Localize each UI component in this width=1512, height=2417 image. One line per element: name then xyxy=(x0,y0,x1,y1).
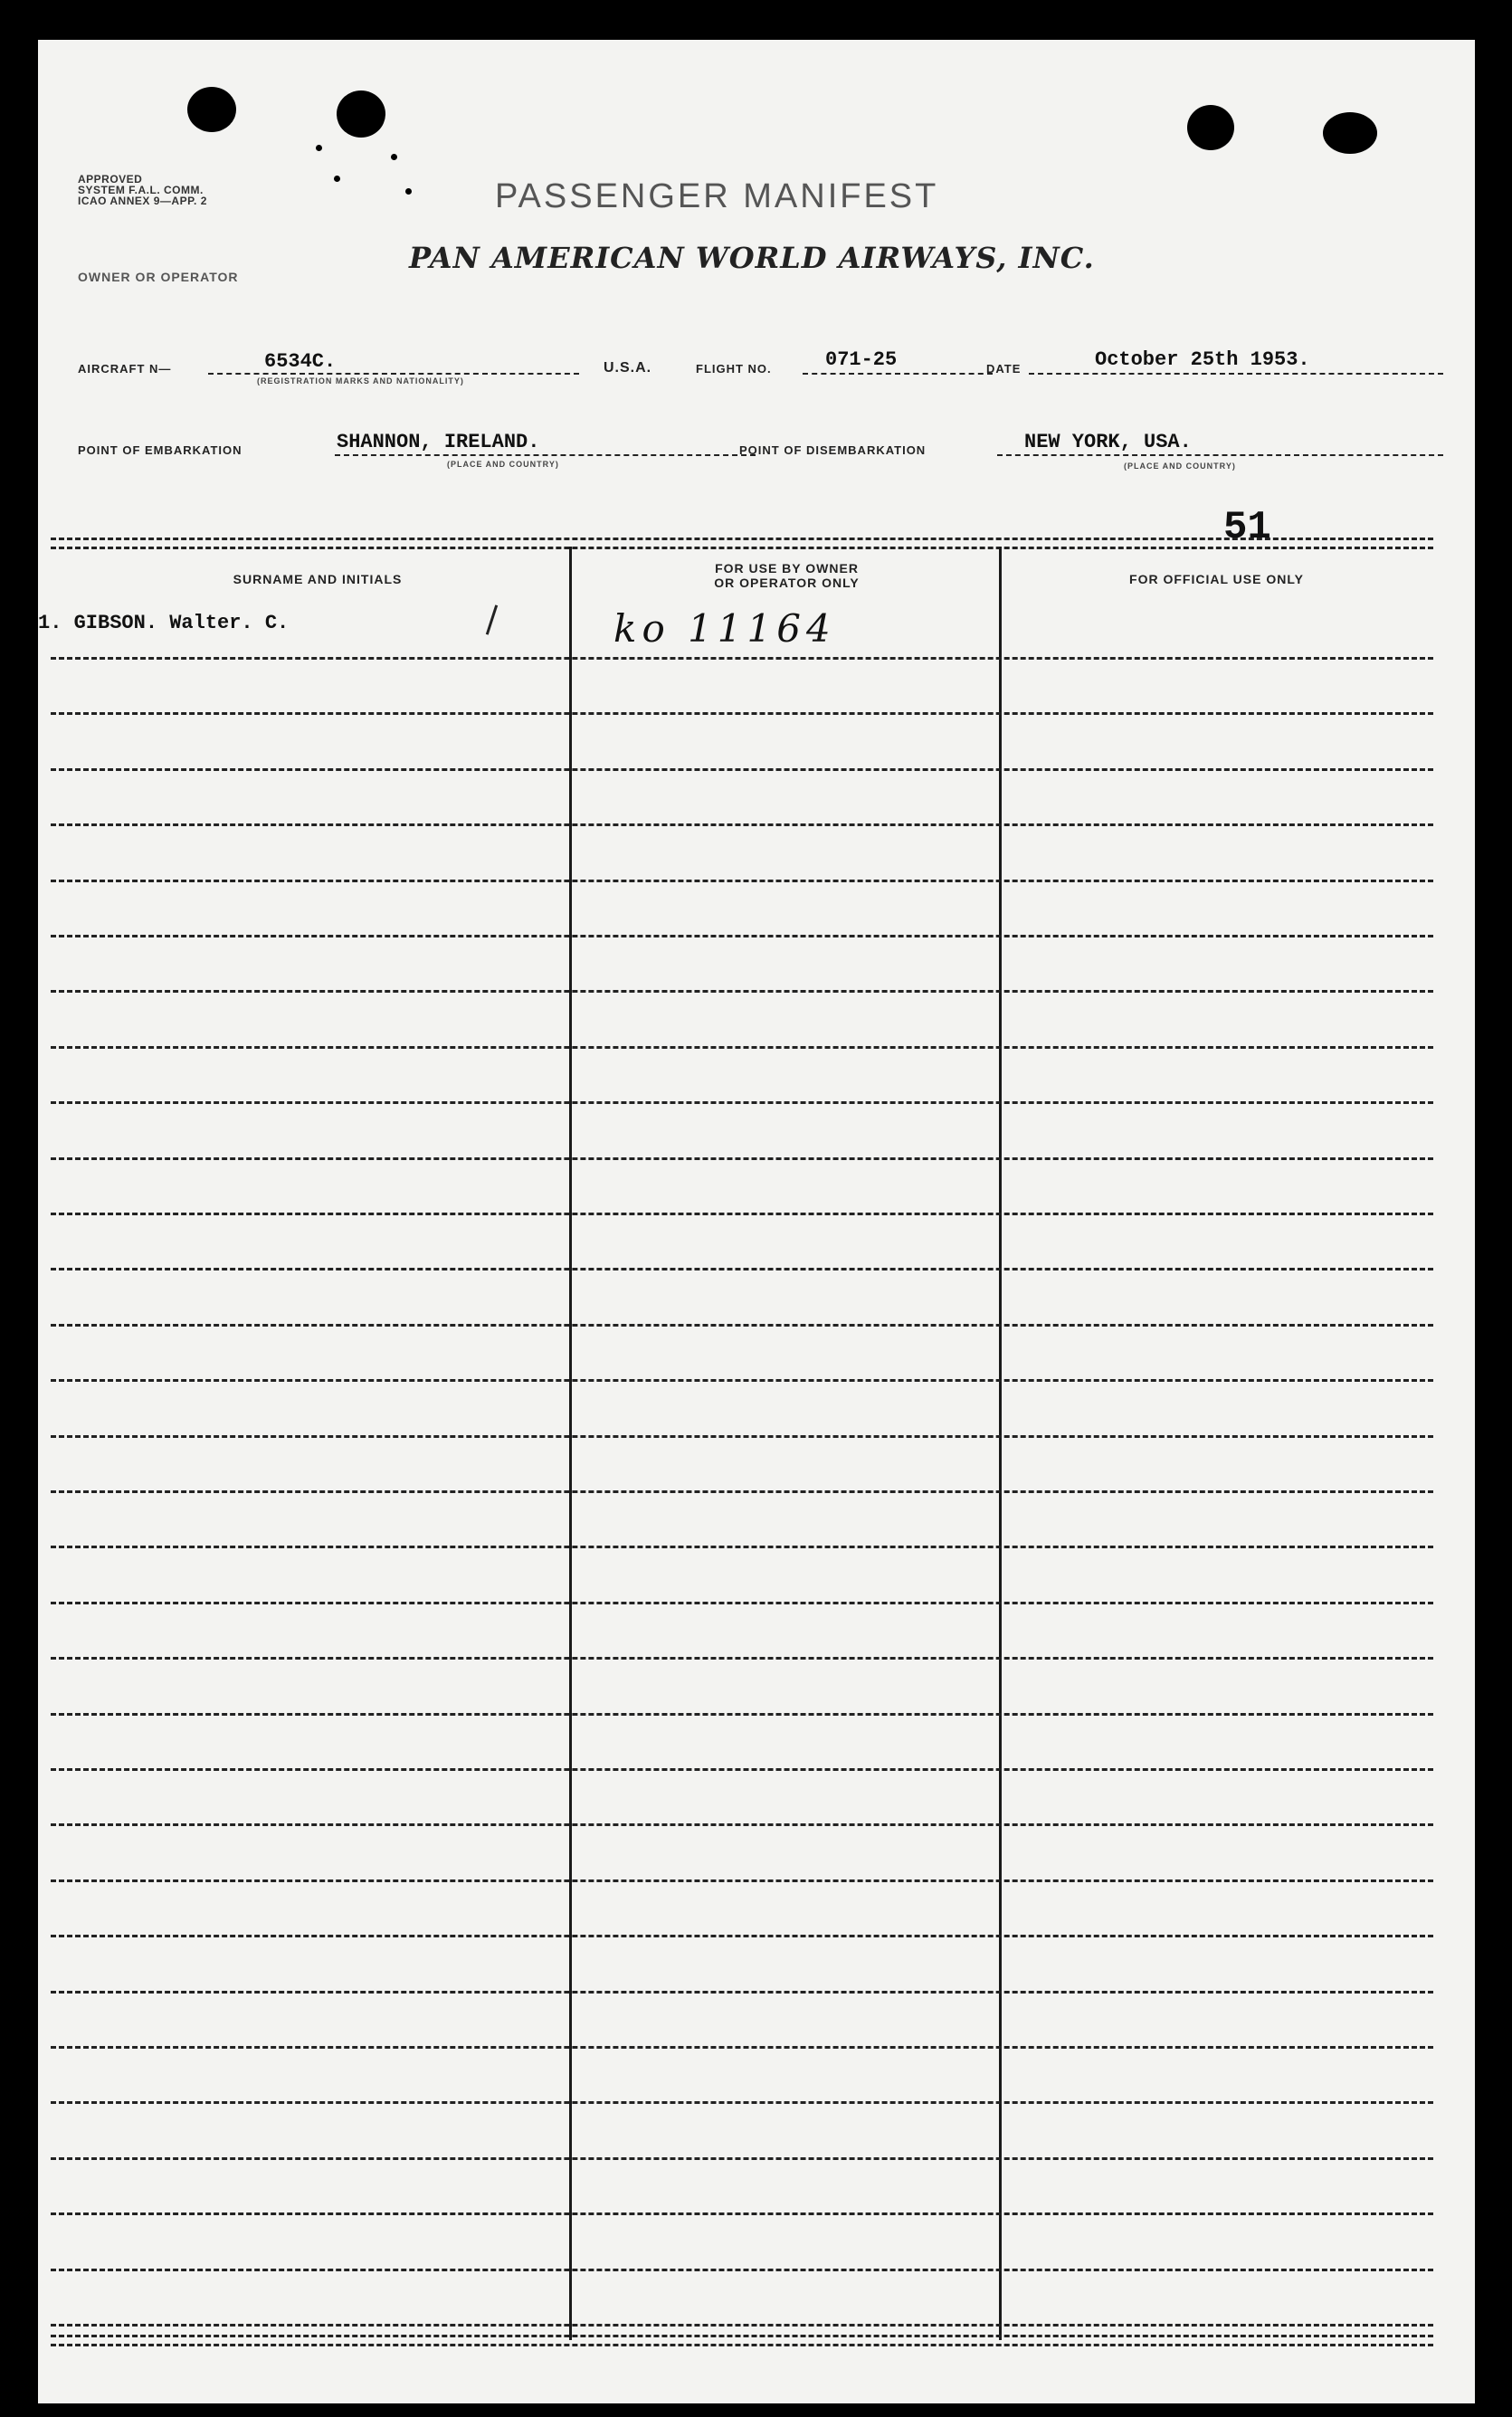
row-rule xyxy=(51,2157,1433,2160)
date-value: October 25th 1953. xyxy=(1095,348,1310,371)
row-rule xyxy=(51,1602,1433,1604)
disembarkation-label: POINT OF DISEMBARKATION xyxy=(739,443,927,457)
row-rule xyxy=(51,1879,1433,1882)
col-owner-heading xyxy=(572,561,1002,590)
date-underline xyxy=(1029,373,1443,375)
row-rule xyxy=(51,2046,1433,2049)
flight-value: 071-25 xyxy=(825,348,898,371)
row-rule xyxy=(51,712,1433,715)
aircraft-sublabel: (REGISTRATION MARKS AND NATIONALITY) xyxy=(257,376,464,385)
form-title: PASSENGER MANIFEST xyxy=(495,177,939,215)
row-rule xyxy=(51,1490,1433,1493)
row-rule xyxy=(51,1435,1433,1438)
row-rule xyxy=(51,823,1433,826)
row-rule xyxy=(51,1213,1433,1215)
usa-label: U.S.A. xyxy=(604,360,652,376)
aircraft-value: 6534C. xyxy=(264,350,337,373)
footer-rule-bottom xyxy=(51,2344,1433,2346)
row-rule xyxy=(51,768,1433,771)
aircraft-underline xyxy=(208,373,579,375)
col-owner-heading-line: FOR USE BY OWNER xyxy=(715,561,859,576)
ink-speck xyxy=(316,145,322,151)
row-rule xyxy=(51,935,1433,937)
ink-speck xyxy=(334,176,340,182)
col-owner-heading-line: OR OPERATOR ONLY xyxy=(714,576,860,590)
header-rule-bottom xyxy=(51,547,1433,549)
embarkation-label: POINT OF EMBARKATION xyxy=(78,443,242,457)
row-rule xyxy=(51,2101,1433,2104)
row-rule xyxy=(51,2212,1433,2215)
embarkation-sublabel: (PLACE AND COUNTRY) xyxy=(447,460,559,469)
row-rule xyxy=(51,1157,1433,1160)
row-rule xyxy=(51,1046,1433,1049)
ink-speck xyxy=(405,188,412,195)
manifest-sheet xyxy=(38,40,1475,2403)
flight-label: FLIGHT NO. xyxy=(696,362,772,376)
row-rule xyxy=(51,1324,1433,1327)
column-divider xyxy=(999,547,1002,2340)
disembarkation-underline xyxy=(997,454,1443,456)
row-rule xyxy=(51,1823,1433,1826)
row-rule xyxy=(51,2269,1433,2271)
approval-line: ICAO ANNEX 9—APP. 2 xyxy=(78,195,207,207)
passenger-surname: 1. GIBSON. Walter. C. xyxy=(38,612,290,634)
passenger-owner-note: ko 11164 xyxy=(613,606,836,651)
ink-speck xyxy=(391,154,397,160)
row-rule xyxy=(51,1657,1433,1660)
tick-mark xyxy=(486,604,498,634)
row-rule xyxy=(51,880,1433,882)
row-rule xyxy=(51,2324,1433,2327)
page-number: 51 xyxy=(1223,505,1271,550)
punch-hole xyxy=(337,90,385,138)
disembarkation-value: NEW YORK, USA. xyxy=(1024,431,1192,453)
column-divider xyxy=(569,547,572,2340)
flight-underline xyxy=(803,373,993,375)
embarkation-value: SHANNON, IRELAND. xyxy=(337,431,540,453)
date-label: DATE xyxy=(986,362,1022,376)
approval-line: SYSTEM F.A.L. COMM. xyxy=(78,184,204,196)
row-rule xyxy=(51,1546,1433,1548)
row-rule xyxy=(51,1935,1433,1937)
punch-hole xyxy=(1323,112,1377,154)
aircraft-label: AIRCRAFT N— xyxy=(78,362,172,376)
row-rule xyxy=(51,1991,1433,1994)
row-rule xyxy=(51,1713,1433,1716)
row-rule xyxy=(51,657,1433,660)
carrier-name: PAN AMERICAN WORLD AIRWAYS, INC. xyxy=(409,241,1095,275)
embarkation-underline xyxy=(335,454,756,456)
header-rule-top xyxy=(51,538,1433,540)
row-rule xyxy=(51,1101,1433,1104)
col-official-heading: FOR OFFICIAL USE ONLY xyxy=(1129,572,1304,586)
owner-label: OWNER OR OPERATOR xyxy=(78,270,239,284)
approval-line: APPROVED xyxy=(78,173,143,186)
row-rule xyxy=(51,990,1433,993)
punch-hole xyxy=(1187,105,1234,150)
punch-hole xyxy=(187,87,236,132)
footer-rule-top xyxy=(51,2335,1433,2337)
row-rule xyxy=(51,1768,1433,1771)
row-rule xyxy=(51,1379,1433,1382)
approval-block xyxy=(78,174,207,206)
col-surname-heading: SURNAME AND INITIALS xyxy=(233,572,403,586)
row-rule xyxy=(51,1268,1433,1270)
disembarkation-sublabel: (PLACE AND COUNTRY) xyxy=(1124,462,1236,471)
